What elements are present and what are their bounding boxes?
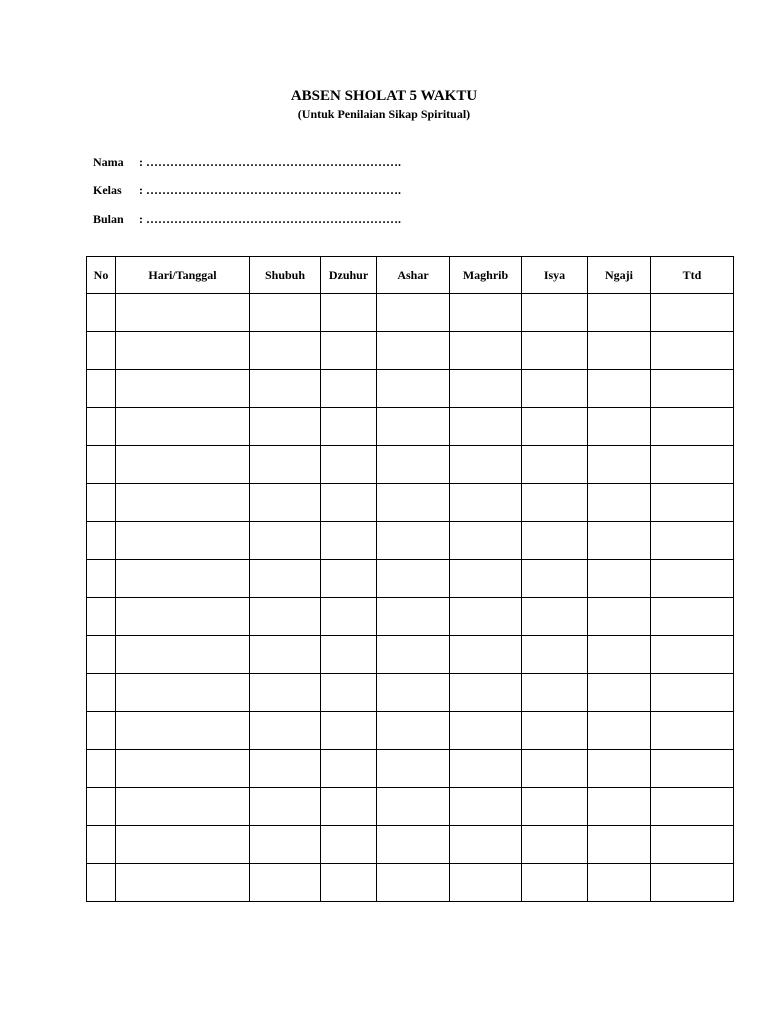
cell-shubuh[interactable] (250, 522, 321, 560)
cell-no[interactable] (87, 864, 116, 902)
cell-ttd[interactable] (651, 560, 734, 598)
cell-shubuh[interactable] (250, 750, 321, 788)
cell-no[interactable] (87, 750, 116, 788)
cell-ttd[interactable] (651, 332, 734, 370)
col-header-dzuhur: Dzuhur (321, 257, 377, 294)
cell-maghrib[interactable] (450, 826, 522, 864)
cell-isya[interactable] (522, 636, 588, 674)
cell-isya[interactable] (522, 522, 588, 560)
cell-ashar[interactable] (377, 370, 450, 408)
cell-isya[interactable] (522, 788, 588, 826)
cell-dzuhur[interactable] (321, 408, 377, 446)
cell-hari-tanggal[interactable] (116, 560, 250, 598)
col-header-maghrib: Maghrib (450, 257, 522, 294)
cell-dzuhur[interactable] (321, 788, 377, 826)
cell-no[interactable] (87, 446, 116, 484)
cell-hari-tanggal[interactable] (116, 446, 250, 484)
cell-maghrib[interactable] (450, 598, 522, 636)
cell-dzuhur[interactable] (321, 370, 377, 408)
bulan-field (93, 211, 401, 227)
cell-dzuhur[interactable] (321, 864, 377, 902)
cell-ashar[interactable] (377, 332, 450, 370)
cell-isya[interactable] (522, 332, 588, 370)
cell-dzuhur[interactable] (321, 560, 377, 598)
cell-isya[interactable] (522, 750, 588, 788)
cell-hari-tanggal[interactable] (116, 484, 250, 522)
cell-shubuh[interactable] (250, 674, 321, 712)
cell-shubuh[interactable] (250, 560, 321, 598)
table-row (87, 788, 734, 826)
cell-shubuh[interactable] (250, 294, 321, 332)
cell-shubuh[interactable] (250, 598, 321, 636)
cell-ttd[interactable] (651, 408, 734, 446)
cell-dzuhur[interactable] (321, 484, 377, 522)
cell-no[interactable] (87, 674, 116, 712)
cell-isya[interactable] (522, 560, 588, 598)
cell-no[interactable] (87, 484, 116, 522)
table-row (87, 484, 734, 522)
cell-ngaji[interactable] (588, 598, 651, 636)
cell-hari-tanggal[interactable] (116, 522, 250, 560)
cell-ngaji[interactable] (588, 332, 651, 370)
kelas-field (93, 182, 401, 198)
bulan-value: : ………………………………………………………. (139, 212, 401, 226)
page-subtitle: (Untuk Penilaian Sikap Spiritual) (297, 107, 471, 121)
cell-maghrib[interactable] (450, 408, 522, 446)
cell-hari-tanggal[interactable] (116, 294, 250, 332)
cell-ttd[interactable] (651, 484, 734, 522)
table-row (87, 522, 734, 560)
table-header-row (87, 257, 734, 294)
cell-ashar[interactable] (377, 712, 450, 750)
cell-ttd[interactable] (651, 446, 734, 484)
cell-ttd[interactable] (651, 370, 734, 408)
cell-shubuh[interactable] (250, 446, 321, 484)
page-title: ABSEN SHOLAT 5 WAKTU (290, 88, 478, 104)
table-row (87, 598, 734, 636)
cell-isya[interactable] (522, 294, 588, 332)
cell-no[interactable] (87, 294, 116, 332)
cell-dzuhur[interactable] (321, 826, 377, 864)
col-header-ashar: Ashar (377, 257, 450, 294)
cell-ashar[interactable] (377, 826, 450, 864)
cell-ttd[interactable] (651, 294, 734, 332)
cell-ngaji[interactable] (588, 560, 651, 598)
cell-hari-tanggal[interactable] (116, 408, 250, 446)
cell-shubuh[interactable] (250, 788, 321, 826)
cell-dzuhur[interactable] (321, 446, 377, 484)
table-row (87, 560, 734, 598)
cell-maghrib[interactable] (450, 750, 522, 788)
cell-hari-tanggal[interactable] (116, 598, 250, 636)
kelas-label: Kelas (93, 183, 122, 197)
cell-ttd[interactable] (651, 826, 734, 864)
cell-ngaji[interactable] (588, 788, 651, 826)
table-row (87, 674, 734, 712)
cell-maghrib[interactable] (450, 560, 522, 598)
table-row (87, 408, 734, 446)
cell-hari-tanggal[interactable] (116, 332, 250, 370)
cell-ngaji[interactable] (588, 484, 651, 522)
cell-shubuh[interactable] (250, 826, 321, 864)
cell-ttd[interactable] (651, 674, 734, 712)
cell-ttd[interactable] (651, 788, 734, 826)
table-row (87, 446, 734, 484)
cell-no[interactable] (87, 522, 116, 560)
cell-isya[interactable] (522, 370, 588, 408)
cell-ngaji[interactable] (588, 712, 651, 750)
cell-dzuhur[interactable] (321, 294, 377, 332)
col-header-shubuh: Shubuh (250, 257, 321, 294)
cell-isya[interactable] (522, 864, 588, 902)
cell-hari-tanggal[interactable] (116, 864, 250, 902)
cell-no[interactable] (87, 598, 116, 636)
cell-isya[interactable] (522, 408, 588, 446)
col-header-isya: Isya (522, 257, 588, 294)
cell-maghrib[interactable] (450, 788, 522, 826)
table-row (87, 636, 734, 674)
cell-ttd[interactable] (651, 864, 734, 902)
cell-isya[interactable] (522, 446, 588, 484)
nama-value: : ………………………………………………………. (139, 155, 401, 169)
cell-hari-tanggal[interactable] (116, 788, 250, 826)
cell-isya[interactable] (522, 598, 588, 636)
cell-isya[interactable] (522, 712, 588, 750)
col-header-no: No (87, 257, 116, 294)
cell-maghrib[interactable] (450, 370, 522, 408)
cell-no[interactable] (87, 408, 116, 446)
table-row (87, 712, 734, 750)
cell-dzuhur[interactable] (321, 712, 377, 750)
col-header-ngaji: Ngaji (588, 257, 651, 294)
cell-no[interactable] (87, 370, 116, 408)
cell-shubuh[interactable] (250, 332, 321, 370)
cell-maghrib[interactable] (450, 484, 522, 522)
table-row (87, 826, 734, 864)
cell-ashar[interactable] (377, 750, 450, 788)
cell-ttd[interactable] (651, 522, 734, 560)
cell-ngaji[interactable] (588, 864, 651, 902)
cell-shubuh[interactable] (250, 636, 321, 674)
cell-ashar[interactable] (377, 788, 450, 826)
cell-no[interactable] (87, 332, 116, 370)
cell-ttd[interactable] (651, 750, 734, 788)
cell-no[interactable] (87, 560, 116, 598)
cell-ashar[interactable] (377, 408, 450, 446)
bulan-label: Bulan (93, 212, 124, 226)
cell-ngaji[interactable] (588, 674, 651, 712)
cell-ttd[interactable] (651, 598, 734, 636)
cell-hari-tanggal[interactable] (116, 674, 250, 712)
cell-shubuh[interactable] (250, 712, 321, 750)
cell-hari-tanggal[interactable] (116, 750, 250, 788)
cell-ngaji[interactable] (588, 294, 651, 332)
nama-field (93, 154, 401, 170)
table-body (87, 294, 734, 902)
cell-maghrib[interactable] (450, 332, 522, 370)
cell-isya[interactable] (522, 484, 588, 522)
col-header-ttd: Ttd (651, 257, 734, 294)
cell-ashar[interactable] (377, 484, 450, 522)
cell-ashar[interactable] (377, 522, 450, 560)
cell-maghrib[interactable] (450, 522, 522, 560)
table-row (87, 750, 734, 788)
cell-dzuhur[interactable] (321, 522, 377, 560)
cell-dzuhur[interactable] (321, 636, 377, 674)
cell-ngaji[interactable] (588, 522, 651, 560)
attendance-table (86, 256, 734, 902)
table-row (87, 294, 734, 332)
cell-ashar[interactable] (377, 598, 450, 636)
cell-hari-tanggal[interactable] (116, 636, 250, 674)
kelas-value: : ………………………………………………………. (139, 183, 401, 197)
cell-shubuh[interactable] (250, 408, 321, 446)
cell-hari-tanggal[interactable] (116, 370, 250, 408)
table-row (87, 370, 734, 408)
cell-maghrib[interactable] (450, 674, 522, 712)
cell-ngaji[interactable] (588, 370, 651, 408)
cell-no[interactable] (87, 788, 116, 826)
cell-hari-tanggal[interactable] (116, 826, 250, 864)
cell-no[interactable] (87, 636, 116, 674)
cell-isya[interactable] (522, 674, 588, 712)
cell-maghrib[interactable] (450, 636, 522, 674)
col-header-hari-tanggal: Hari/Tanggal (116, 257, 250, 294)
cell-maghrib[interactable] (450, 294, 522, 332)
cell-ngaji[interactable] (588, 750, 651, 788)
cell-dzuhur[interactable] (321, 750, 377, 788)
cell-ashar[interactable] (377, 864, 450, 902)
cell-no[interactable] (87, 826, 116, 864)
cell-ashar[interactable] (377, 674, 450, 712)
cell-ngaji[interactable] (588, 446, 651, 484)
cell-hari-tanggal[interactable] (116, 712, 250, 750)
table-row (87, 332, 734, 370)
table-row (87, 864, 734, 902)
cell-ashar[interactable] (377, 560, 450, 598)
cell-ngaji[interactable] (588, 826, 651, 864)
cell-shubuh[interactable] (250, 370, 321, 408)
cell-ngaji[interactable] (588, 636, 651, 674)
cell-shubuh[interactable] (250, 864, 321, 902)
cell-maghrib[interactable] (450, 446, 522, 484)
cell-dzuhur[interactable] (321, 598, 377, 636)
cell-shubuh[interactable] (250, 484, 321, 522)
nama-label: Nama (93, 155, 124, 169)
cell-ashar[interactable] (377, 294, 450, 332)
cell-ttd[interactable] (651, 636, 734, 674)
cell-maghrib[interactable] (450, 864, 522, 902)
cell-no[interactable] (87, 712, 116, 750)
cell-dzuhur[interactable] (321, 674, 377, 712)
cell-ngaji[interactable] (588, 408, 651, 446)
cell-isya[interactable] (522, 826, 588, 864)
cell-dzuhur[interactable] (321, 332, 377, 370)
cell-ashar[interactable] (377, 446, 450, 484)
cell-ashar[interactable] (377, 636, 450, 674)
cell-ttd[interactable] (651, 712, 734, 750)
cell-maghrib[interactable] (450, 712, 522, 750)
